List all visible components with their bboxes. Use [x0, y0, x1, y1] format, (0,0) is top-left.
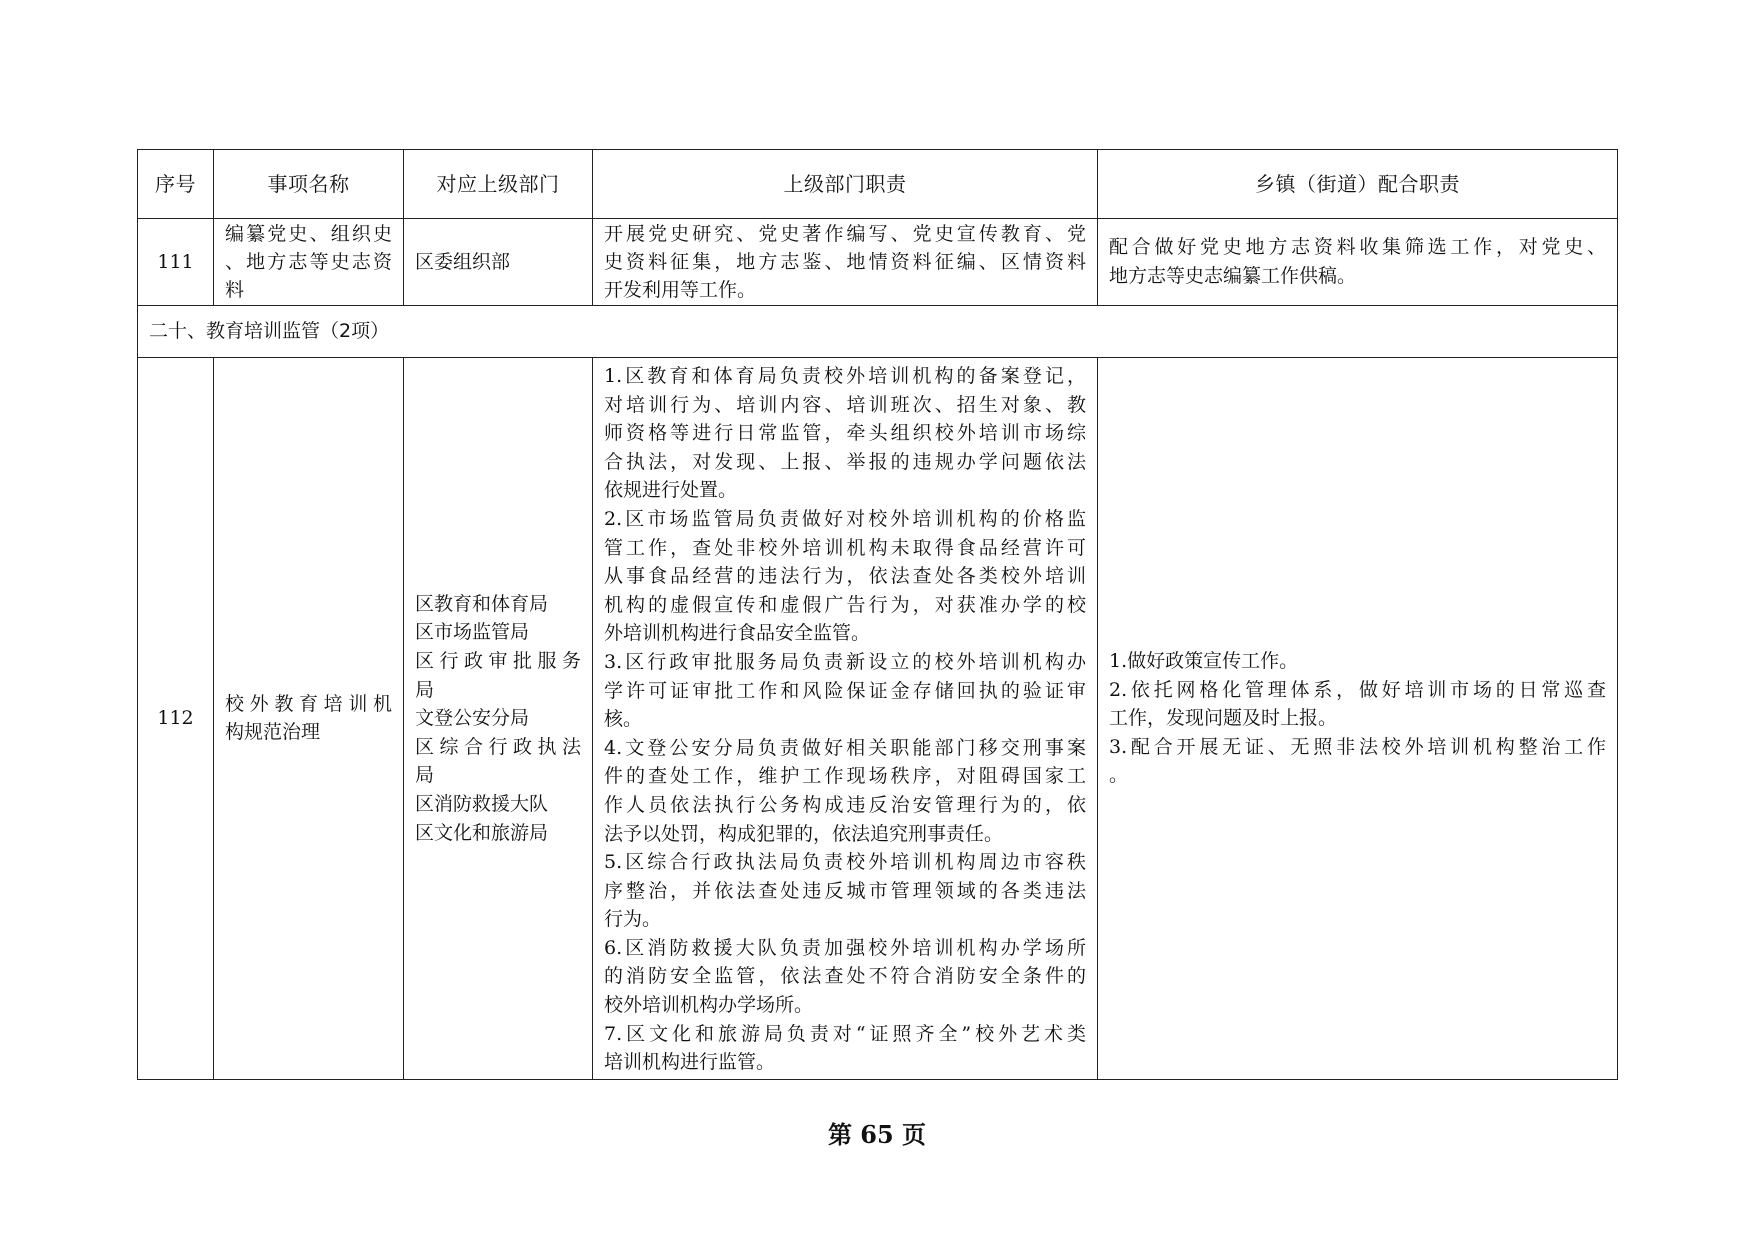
text-line: 行为。 [604, 908, 662, 931]
text-line: 1.区教育和体育局负责校外培训机构的备案登记， [604, 365, 1086, 387]
text-line: 2.依托网格化管理体系，做好培训市场的日常巡查 [1109, 678, 1606, 701]
text-line: 机构的虚假宣传和虚假广告行为，对获准办学的校 [604, 593, 1086, 616]
duty-cell [593, 219, 1098, 306]
text-line: 区教育和体育局 [415, 592, 549, 615]
dept-cell [404, 358, 593, 1080]
text-line: 区综合行政执法 [415, 735, 581, 758]
text-line: 5.区综合行政执法局负责校外培训机构周边市容秩 [604, 851, 1086, 874]
text-line: 区文化和旅游局 [415, 821, 549, 844]
duty-cell [593, 358, 1098, 1080]
text-line: 区消防救援大队 [415, 792, 549, 815]
header-duty: 上级部门职责 [593, 150, 1098, 219]
text-line: 开展党史研究、党史著作编写、党史宣传教育、党 [604, 223, 1086, 245]
item-name-cell [214, 358, 404, 1080]
text-line: 。 [1109, 764, 1129, 787]
header-dept: 对应上级部门 [404, 150, 593, 219]
text-line: 局 [415, 678, 435, 701]
text-line: 对培训行为、培训内容、培训班次、招生对象、教 [604, 393, 1086, 416]
text-line: 依规进行处置。 [604, 479, 738, 502]
header-coop: 乡镇（街道）配合职责 [1098, 150, 1618, 219]
text-line: 工作，发现问题及时上报。 [1109, 707, 1338, 730]
text-line: 序整治，并依法查处违反城市管理领域的各类违法 [604, 879, 1086, 902]
text-line: 地方志等史志编纂工作供稿。 [1109, 265, 1357, 287]
table-row [138, 358, 1618, 1080]
coop-cell [1098, 358, 1618, 1080]
text-line: 配合做好党史地方志资料收集筛选工作，对党史、 [1109, 236, 1606, 259]
text-line: 编纂党史、组织史 [225, 223, 392, 245]
text-line: 校外教育培训机 [225, 692, 392, 715]
text-line: 3.区行政审批服务局负责新设立的校外培训机构办 [604, 650, 1086, 673]
text-line: 史资料征集，地方志鉴、地情资料征编、区情资料 [604, 251, 1086, 273]
text-line: 外培训机构进行食品安全监管。 [604, 622, 871, 645]
text-line: 学许可证审批工作和风险保证金存储回执的验证审 [604, 679, 1086, 702]
text-line: 法予以处罚，构成犯罪的，依法追究刑事责任。 [604, 822, 1004, 845]
section-title: 二十、教育培训监管（2项） [138, 306, 1618, 358]
text-line: 2.区市场监管局负责做好对校外培训机构的价格监 [604, 507, 1086, 530]
text-line: 合执法，对发现、上报、举报的违规办学问题依法 [604, 450, 1086, 473]
item-name-cell [214, 219, 404, 306]
text-line: 开发利用等工作。 [604, 279, 757, 301]
text-line: 师资格等进行日常监管，牵头组织校外培训市场综 [604, 422, 1086, 445]
text-line: 4.文登公安分局负责做好相关职能部门移交刑事案 [604, 736, 1086, 759]
text-line: 构规范治理 [225, 721, 321, 744]
text-line: 3.配合开展无证、无照非法校外培训机构整治工作 [1109, 735, 1606, 758]
text-line: 从事食品经营的违法行为，依法查处各类校外培训 [604, 565, 1086, 588]
text-line: 校外培训机构办学场所。 [604, 994, 814, 1017]
text-line: 培训机构进行监管。 [604, 1051, 776, 1074]
page-number: 第 65 页 [827, 1120, 927, 1149]
text-line: 1.做好政策宣传工作。 [1109, 649, 1299, 672]
header-item-name: 事项名称 [214, 150, 404, 219]
text-line: 管工作，查处非校外培训机构未取得食品经营许可 [604, 536, 1086, 559]
text-line: 、地方志等史志资 [225, 251, 392, 273]
text-line: 区市场监管局 [415, 621, 530, 644]
duty-table [137, 149, 1618, 1080]
text-line: 作人员依法执行公务构成违反治安管理行为的，依 [604, 793, 1086, 816]
row-number: 111 [138, 219, 214, 306]
text-line: 文登公安分局 [415, 707, 530, 730]
section-row [138, 306, 1618, 358]
coop-cell [1098, 219, 1618, 306]
text-line: 料 [225, 279, 245, 301]
text-line: 局 [415, 764, 435, 787]
row-number: 112 [138, 358, 214, 1080]
table-row [138, 219, 1618, 306]
dept-cell: 区委组织部 [404, 219, 593, 306]
header-row [138, 150, 1618, 219]
text-line: 核。 [604, 708, 643, 731]
text-line: 区行政审批服务 [415, 649, 581, 672]
text-line: 件的查处工作，维护工作现场秩序，对阻碍国家工 [604, 765, 1086, 788]
text-line: 6.区消防救援大队负责加强校外培训机构办学场所 [604, 936, 1086, 959]
text-line: 7.区文化和旅游局负责对“证照齐全”校外艺术类 [604, 1022, 1086, 1045]
text-line: 的消防安全监管，依法查处不符合消防安全条件的 [604, 965, 1086, 988]
header-serial: 序号 [138, 150, 214, 219]
